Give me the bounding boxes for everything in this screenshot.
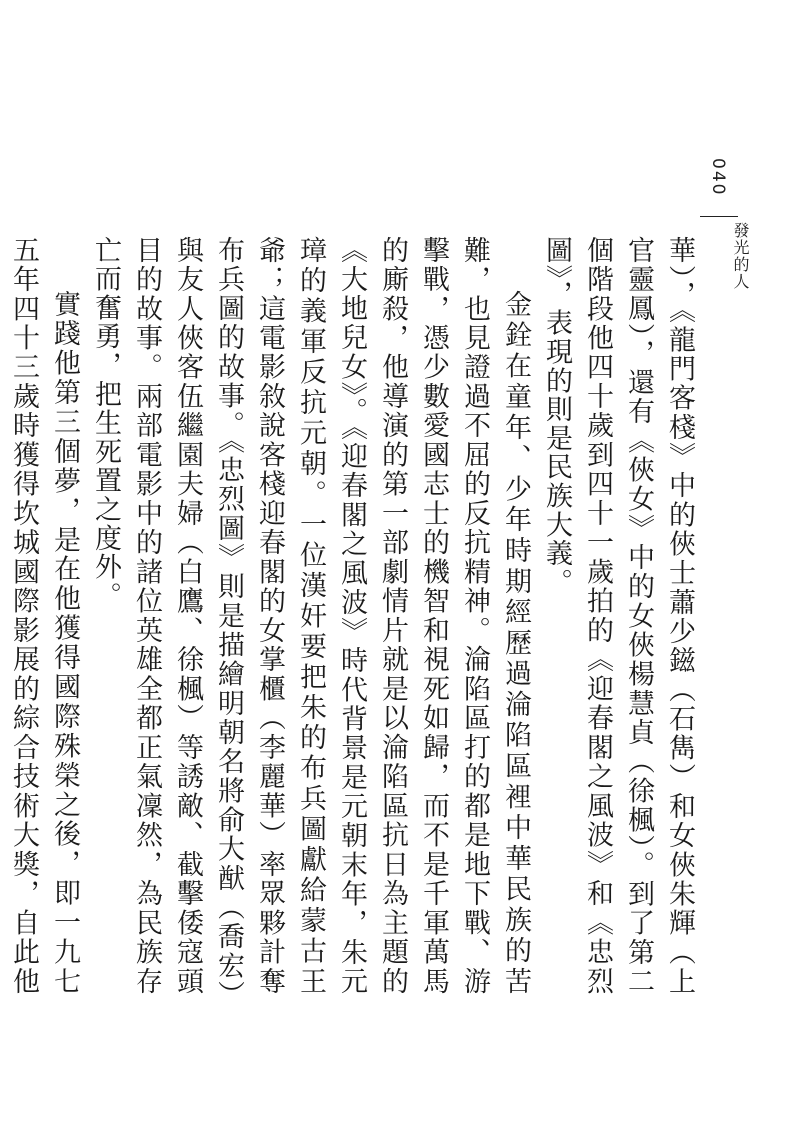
book-title: 發光的人 [731,222,750,290]
paragraph: 金銓在童年、少年時期經歷過淪陷區裡中華民族的苦難，也見證過不屈的反抗精神。淪陷區打的都是地下戰、游擊戰，憑少數愛國志士的機智和視死如歸，而不是千軍萬馬的廝殺，他導演的第一部劇情片就是以淪陷區抗日為主題的《大地兒女》。《迎春閣之風波》時代背景是元朝末年，朱元璋的義軍反抗元朝。一位漢奸要把朱的布兵圖獻給蒙古王爺；這電影敘說客棧迎春閣的女掌櫃（李麗華）率眾夥計奪布兵圖的故事。《忠烈圖》則是描繪明朝名將俞大猷（喬宏）與友人俠客伍繼園夫婦（白鷹、徐楓）等誘敵、截擊倭寇頭目的故事。兩部電影中的諸位英雄全都正氣凜然，為民族存亡而奮勇，把生死置之度外。 [90,236,531,996]
running-head [698,150,758,300]
paragraph: 華），《龍門客棧》中的俠士蕭少鎡（石雋）和女俠朱輝（上官靈鳳），還有《俠女》中的女俠楊慧貞（徐楓）。到了第二個階段他四十歲到四十一歲拍的《迎春閣之風波》和《忠烈圖》，表現的則是民族大義。 [541,236,695,996]
page-number: 040 [708,158,728,197]
running-head-rule [700,216,738,217]
body-text [8,236,700,996]
paragraph: 實踐他第三個夢，是在他獲得國際殊榮之後，即一九七五年四十三歲時獲得坎城國際影展的綜合技術大獎，自此他 [8,236,80,996]
